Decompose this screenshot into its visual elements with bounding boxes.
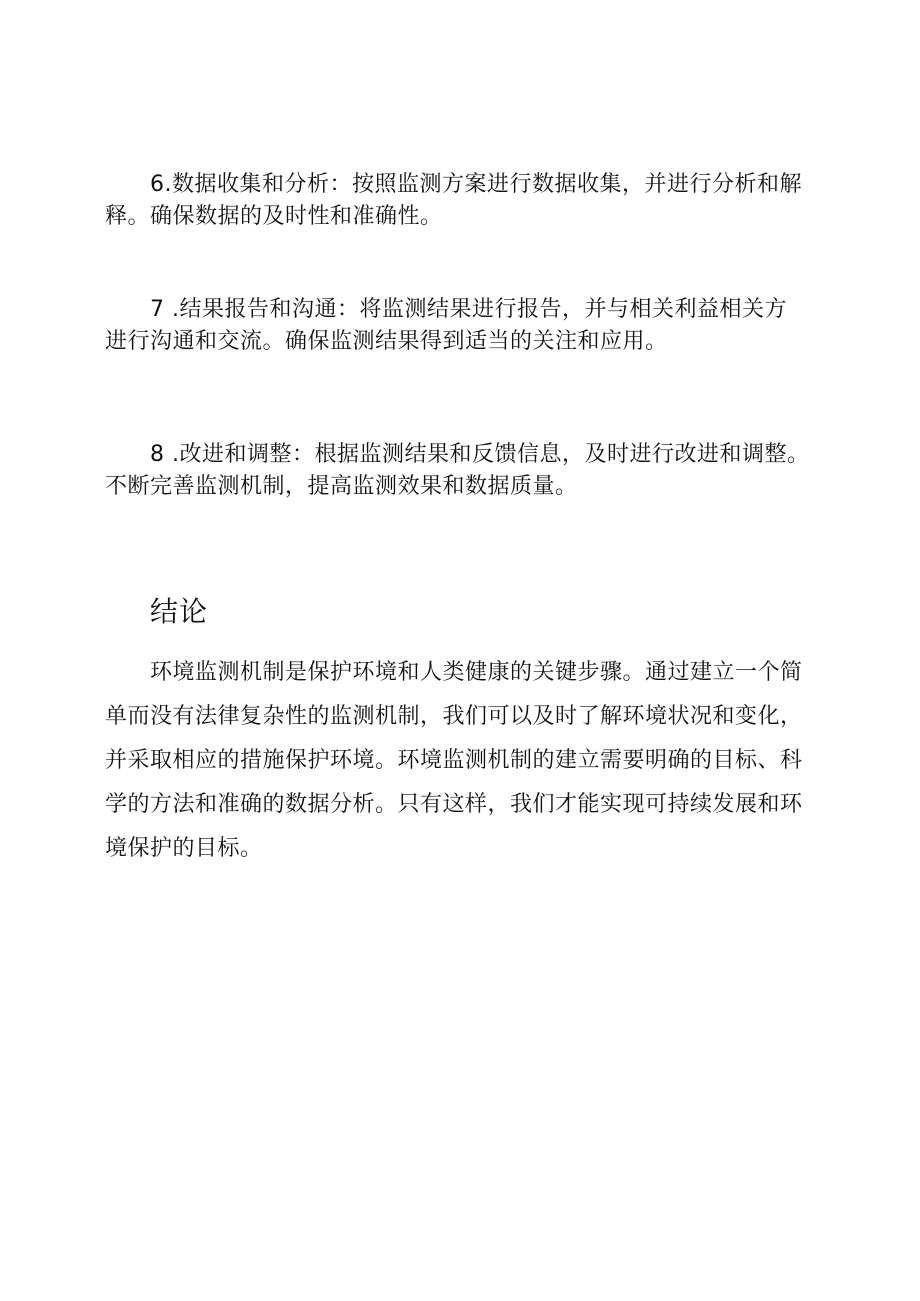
section-heading-conclusion: 结论: [150, 595, 209, 628]
conclusion-line-2: 单而没有法律复杂性的监测机制，我们可以及时了解环境状况和变化，: [105, 704, 803, 729]
conclusion-line-3: 并采取相应的措施保护环境。环境监测机制的建立需要明确的目标、科: [105, 748, 803, 773]
list-item-6-line-2: 释。确保数据的及时性和准确性。: [105, 204, 443, 229]
conclusion-line-1: 环境监测机制是保护环境和人类健康的关键步骤。通过建立一个简: [150, 660, 803, 685]
list-item-6-line-1: 6.数据收集和分析：按照监测方案进行数据收集，并进行分析和解: [150, 172, 802, 197]
conclusion-line-4: 学的方法和准确的数据分析。只有这样，我们才能实现可持续发展和环: [105, 792, 803, 817]
list-item-8-line-2: 不断完善监测机制，提高监测效果和数据质量。: [105, 474, 578, 499]
list-item-8: [105, 439, 825, 503]
conclusion-paragraph: [105, 651, 825, 871]
list-item-7-line-1: 7 .结果报告和沟通：将监测结果进行报告，并与相关利益相关方: [150, 297, 787, 322]
conclusion-line-5: 境保护的目标。: [105, 836, 263, 861]
list-item-7: [105, 294, 825, 358]
list-item-7-line-2: 进行沟通和交流。确保监测结果得到适当的关注和应用。: [105, 329, 668, 354]
list-item-6: [105, 169, 825, 233]
list-item-8-line-1: 8 .改进和调整：根据监测结果和反馈信息，及时进行改进和调整。: [150, 442, 810, 467]
